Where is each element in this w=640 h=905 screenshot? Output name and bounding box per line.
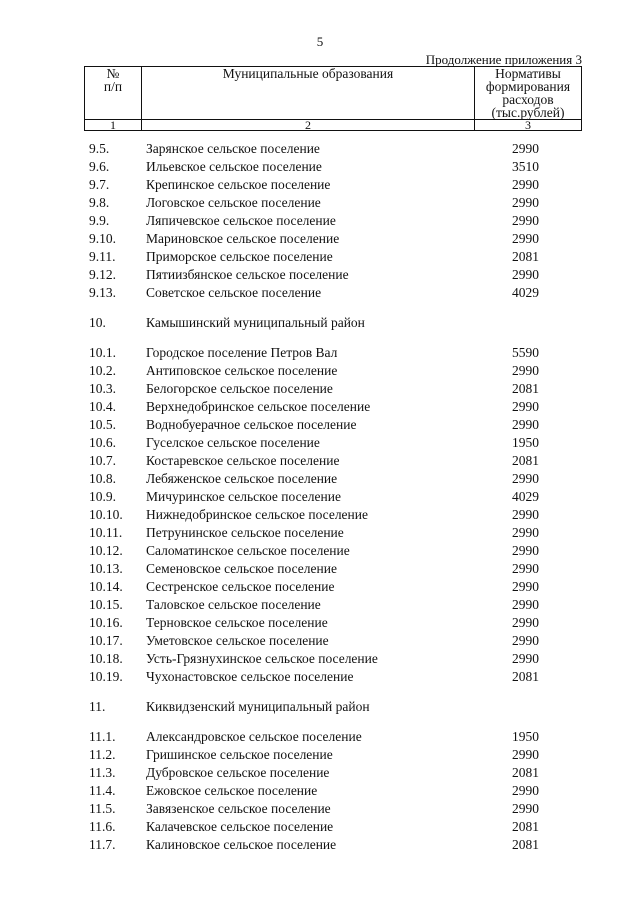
row-municipality-name: Ильевское сельское поселение (146, 159, 322, 174)
row-number: 10.8. (89, 471, 116, 486)
row-municipality-name: Костаревское сельское поселение (146, 453, 340, 468)
table-row (0, 650, 640, 668)
header-col-municipality: Муниципальные образования (142, 67, 475, 120)
row-number: 9.9. (89, 213, 110, 228)
row-municipality-name: Александровское сельское поселение (146, 729, 362, 744)
header-num-1: 1 (85, 120, 142, 131)
row-norm-value: 2990 (512, 399, 539, 414)
row-number: 9.10. (89, 231, 116, 246)
row-municipality-name: Воднобуерачное сельское поселение (146, 417, 357, 432)
row-norm-value: 2990 (512, 579, 539, 594)
row-municipality-name: Камышинский муниципальный район (146, 315, 365, 330)
continuation-note: Продолжение приложения 3 (425, 52, 582, 67)
row-norm-value: 5590 (512, 345, 539, 360)
table-row (0, 836, 640, 854)
table-row (0, 764, 640, 782)
row-municipality-name: Петрунинское сельское поселение (146, 525, 344, 540)
row-number: 10.5. (89, 417, 116, 432)
row-number: 10.14. (89, 579, 123, 594)
table-row (0, 668, 640, 686)
header-num-3: 3 (475, 120, 582, 131)
table-row (0, 746, 640, 764)
row-number: 11.4. (89, 783, 116, 798)
row-norm-value: 2990 (512, 141, 539, 156)
row-norm-value: 3510 (512, 159, 539, 174)
row-number: 10.1. (89, 345, 116, 360)
row-municipality-name: Киквидзенский муниципальный район (146, 699, 370, 714)
row-norm-value: 2990 (512, 417, 539, 432)
table-row (0, 158, 640, 176)
table-row (0, 524, 640, 542)
table-row (0, 452, 640, 470)
row-norm-value: 4029 (512, 489, 539, 504)
row-municipality-name: Приморское сельское поселение (146, 249, 333, 264)
table-row (0, 728, 640, 746)
row-municipality-name: Ежовское сельское поселение (146, 783, 318, 798)
table-row (0, 542, 640, 560)
row-municipality-name: Мичуринское сельское поселение (146, 489, 341, 504)
row-norm-value: 2990 (512, 507, 539, 522)
row-number: 11.1. (89, 729, 116, 744)
row-norm-value: 2990 (512, 543, 539, 558)
row-municipality-name: Завязенское сельское поселение (146, 801, 331, 816)
row-municipality-name: Городское поселение Петров Вал (146, 345, 338, 360)
row-norm-value: 2990 (512, 195, 539, 210)
row-norm-value: 2990 (512, 801, 539, 816)
row-number: 10.16. (89, 615, 123, 630)
row-number: 10.10. (89, 507, 123, 522)
row-municipality-name: Логовское сельское поселение (146, 195, 321, 210)
row-municipality-name: Гришинское сельское поселение (146, 747, 333, 762)
row-norm-value: 1950 (512, 729, 539, 744)
row-norm-value: 2990 (512, 177, 539, 192)
row-number: 11.6. (89, 819, 116, 834)
row-norm-value: 2081 (512, 837, 539, 852)
row-municipality-name: Дубровское сельское поселение (146, 765, 330, 780)
row-number: 10.3. (89, 381, 116, 396)
row-number: 10.9. (89, 489, 116, 504)
table-row (0, 230, 640, 248)
row-number: 9.13. (89, 285, 116, 300)
row-norm-value: 2990 (512, 747, 539, 762)
row-number: 10.11. (89, 525, 123, 540)
row-norm-value: 2990 (512, 231, 539, 246)
row-municipality-name: Усть-Грязнухинское сельское поселение (146, 651, 378, 666)
row-norm-value: 2990 (512, 633, 539, 648)
table-header (84, 66, 582, 131)
table-row (0, 398, 640, 416)
row-number: 11.5. (89, 801, 116, 816)
row-number: 11.2. (89, 747, 116, 762)
row-number: 9.8. (89, 195, 110, 210)
table-row (0, 470, 640, 488)
table-row (0, 380, 640, 398)
row-norm-value: 2990 (512, 651, 539, 666)
row-municipality-name: Антиповское сельское поселение (146, 363, 338, 378)
row-municipality-name: Гуселское сельское поселение (146, 435, 320, 450)
table-row (0, 284, 640, 302)
row-municipality-name: Крепинское сельское поселение (146, 177, 331, 192)
row-number: 10.18. (89, 651, 123, 666)
row-norm-value: 2990 (512, 213, 539, 228)
row-norm-value: 2990 (512, 267, 539, 282)
row-municipality-name: Лебяженское сельское поселение (146, 471, 338, 486)
row-norm-value: 2081 (512, 453, 539, 468)
table-row (0, 212, 640, 230)
table-row (0, 506, 640, 524)
table-row (0, 578, 640, 596)
table-row (0, 488, 640, 506)
row-number: 10.12. (89, 543, 123, 558)
row-municipality-name: Уметовское сельское поселение (146, 633, 329, 648)
row-municipality-name: Зарянское сельское поселение (146, 141, 320, 156)
header-col-norms: Нормативы формирования расходов (тыс.рублей) (475, 67, 582, 120)
table-row (0, 176, 640, 194)
row-municipality-name: Саломатинское сельское поселение (146, 543, 350, 558)
row-municipality-name: Сестренское сельское поселение (146, 579, 335, 594)
row-number: 10.7. (89, 453, 116, 468)
header-num-2: 2 (142, 120, 475, 131)
row-number: 9.5. (89, 141, 110, 156)
row-number: 10.15. (89, 597, 123, 612)
row-norm-value: 2081 (512, 819, 539, 834)
table-row (0, 416, 640, 434)
row-norm-value: 2081 (512, 765, 539, 780)
row-municipality-name: Мариновское сельское поселение (146, 231, 340, 246)
row-municipality-name: Калачевское сельское поселение (146, 819, 334, 834)
section-heading-row (0, 698, 640, 716)
table-row (0, 344, 640, 362)
row-norm-value: 1950 (512, 435, 539, 450)
page-number: 5 (316, 34, 324, 49)
row-norm-value: 2990 (512, 597, 539, 612)
row-number: 9.7. (89, 177, 110, 192)
table-row (0, 596, 640, 614)
row-municipality-name: Калиновское сельское поселение (146, 837, 337, 852)
table-row (0, 140, 640, 158)
row-municipality-name: Белогорское сельское поселение (146, 381, 333, 396)
row-number: 10.13. (89, 561, 123, 576)
row-municipality-name: Верхнедобринское сельское поселение (146, 399, 371, 414)
table-row (0, 782, 640, 800)
row-number: 10.2. (89, 363, 116, 378)
row-norm-value: 2990 (512, 615, 539, 630)
row-number: 11. (89, 699, 106, 714)
row-norm-value: 2081 (512, 669, 539, 684)
row-number: 9.6. (89, 159, 110, 174)
row-norm-value: 2990 (512, 561, 539, 576)
row-municipality-name: Таловское сельское поселение (146, 597, 321, 612)
section-heading-row (0, 314, 640, 332)
row-number: 9.11. (89, 249, 116, 264)
row-number: 10.17. (89, 633, 123, 648)
row-norm-value: 2990 (512, 471, 539, 486)
row-number: 10.6. (89, 435, 116, 450)
row-norm-value: 2990 (512, 783, 539, 798)
table-row (0, 800, 640, 818)
row-norm-value: 4029 (512, 285, 539, 300)
row-municipality-name: Пятиизбянское сельское поселение (146, 267, 349, 282)
table-row (0, 266, 640, 284)
row-municipality-name: Семеновское сельское поселение (146, 561, 337, 576)
row-municipality-name: Ляпичевское сельское поселение (146, 213, 336, 228)
table-row (0, 248, 640, 266)
row-number: 11.3. (89, 765, 116, 780)
table-row (0, 560, 640, 578)
table-row (0, 614, 640, 632)
row-municipality-name: Чухонастовское сельское поселение (146, 669, 354, 684)
row-number: 10.19. (89, 669, 123, 684)
row-municipality-name: Терновское сельское поселение (146, 615, 328, 630)
row-number: 10. (89, 315, 106, 330)
header-col-number: № п/п (85, 67, 142, 120)
table-row (0, 362, 640, 380)
table-row (0, 194, 640, 212)
row-norm-value: 2990 (512, 525, 539, 540)
row-municipality-name: Нижнедобринское сельское поселение (146, 507, 368, 522)
row-municipality-name: Советское сельское поселение (146, 285, 322, 300)
row-number: 11.7. (89, 837, 116, 852)
row-norm-value: 2990 (512, 363, 539, 378)
table-row (0, 434, 640, 452)
row-number: 9.12. (89, 267, 116, 282)
row-norm-value: 2081 (512, 381, 539, 396)
row-number: 10.4. (89, 399, 116, 414)
table-row (0, 632, 640, 650)
table-row (0, 818, 640, 836)
row-norm-value: 2081 (512, 249, 539, 264)
